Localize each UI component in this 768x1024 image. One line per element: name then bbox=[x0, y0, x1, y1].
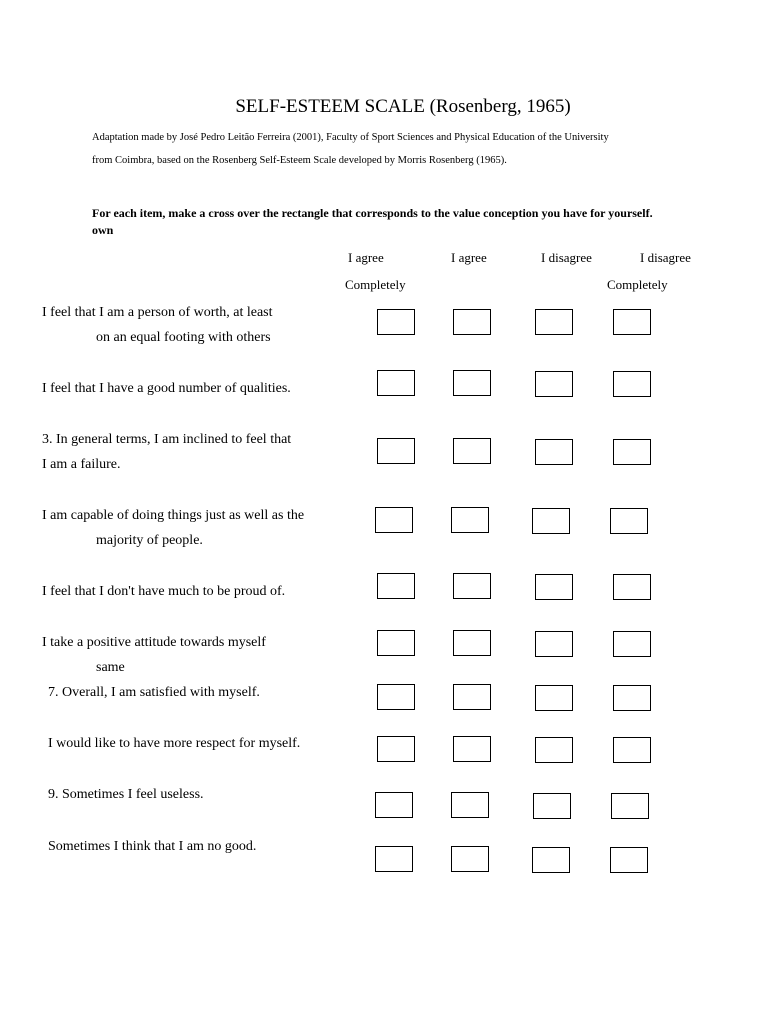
adaptation-note-line-2: from Coimbra, based on the Rosenberg Self-Esteem Scale developed by Morris Rosenberg (1965). bbox=[92, 155, 507, 166]
item-4-box-agree-completely[interactable] bbox=[375, 507, 413, 533]
item-9-box-agree[interactable] bbox=[451, 792, 489, 818]
item-6-box-disagree[interactable] bbox=[535, 631, 573, 657]
item-2-box-disagree-completely[interactable] bbox=[613, 371, 651, 397]
item-6-box-agree[interactable] bbox=[453, 630, 491, 656]
item-10-text: Sometimes I think that I am no good. bbox=[48, 839, 257, 854]
item-10-box-agree[interactable] bbox=[451, 846, 489, 872]
item-5-box-agree[interactable] bbox=[453, 573, 491, 599]
item-7-box-disagree-completely[interactable] bbox=[613, 685, 651, 711]
item-5-box-disagree-completely[interactable] bbox=[613, 574, 651, 600]
item-8-box-agree-completely[interactable] bbox=[377, 736, 415, 762]
item-3-box-disagree-completely[interactable] bbox=[613, 439, 651, 465]
column-header-agree-completely: I agree bbox=[348, 250, 384, 265]
item-8-text: I would like to have more respect for myself. bbox=[48, 736, 301, 751]
column-header-disagree-completely-sub: Completely bbox=[607, 277, 668, 292]
item-3-box-disagree[interactable] bbox=[535, 439, 573, 465]
item-3-box-agree-completely[interactable] bbox=[377, 438, 415, 464]
item-9-box-disagree[interactable] bbox=[533, 793, 571, 819]
column-header-agree-completely-sub: Completely bbox=[345, 277, 406, 292]
item-7-box-agree-completely[interactable] bbox=[377, 684, 415, 710]
item-2-box-agree[interactable] bbox=[453, 370, 491, 396]
item-3-text: 3. In general terms, I am inclined to feel that bbox=[42, 432, 292, 447]
item-1-text-cont: on an equal footing with others bbox=[96, 330, 271, 345]
item-1-box-agree[interactable] bbox=[453, 309, 491, 335]
item-4-box-agree[interactable] bbox=[451, 507, 489, 533]
item-5-box-agree-completely[interactable] bbox=[377, 573, 415, 599]
adaptation-note-line-1: Adaptation made by José Pedro Leitão Ferreira (2001), Faculty of Sport Sciences and Physical Education of the University bbox=[92, 132, 609, 143]
item-1-box-agree-completely[interactable] bbox=[377, 309, 415, 335]
column-header-agree: I agree bbox=[451, 250, 487, 265]
item-1-text: I feel that I am a person of worth, at least bbox=[42, 305, 273, 320]
item-9-box-agree-completely[interactable] bbox=[375, 792, 413, 818]
item-6-box-agree-completely[interactable] bbox=[377, 630, 415, 656]
item-2-box-disagree[interactable] bbox=[535, 371, 573, 397]
item-5-text: I feel that I don't have much to be proud of. bbox=[42, 584, 286, 599]
item-10-box-agree-completely[interactable] bbox=[375, 846, 413, 872]
item-6-text-cont: same bbox=[96, 660, 125, 675]
item-6-box-disagree-completely[interactable] bbox=[613, 631, 651, 657]
item-1-box-disagree-completely[interactable] bbox=[613, 309, 651, 335]
item-4-box-disagree-completely[interactable] bbox=[610, 508, 648, 534]
item-10-box-disagree-completely[interactable] bbox=[610, 847, 648, 873]
item-9-text: 9. Sometimes I feel useless. bbox=[48, 787, 204, 802]
item-2-text: I feel that I have a good number of qualities. bbox=[42, 381, 291, 396]
item-1-box-disagree[interactable] bbox=[535, 309, 573, 335]
column-header-disagree: I disagree bbox=[541, 250, 592, 265]
instructions-line-2: own bbox=[92, 223, 114, 237]
item-10-box-disagree[interactable] bbox=[532, 847, 570, 873]
item-8-box-agree[interactable] bbox=[453, 736, 491, 762]
item-2-box-agree-completely[interactable] bbox=[377, 370, 415, 396]
scale-title: SELF-ESTEEM SCALE (Rosenberg, 1965) bbox=[235, 96, 571, 117]
item-7-box-agree[interactable] bbox=[453, 684, 491, 710]
item-6-text: I take a positive attitude towards myself bbox=[42, 635, 266, 650]
item-7-box-disagree[interactable] bbox=[535, 685, 573, 711]
item-8-box-disagree-completely[interactable] bbox=[613, 737, 651, 763]
item-5-box-disagree[interactable] bbox=[535, 574, 573, 600]
item-4-text-cont: majority of people. bbox=[96, 533, 203, 548]
column-header-disagree-completely: I disagree bbox=[640, 250, 691, 265]
item-9-box-disagree-completely[interactable] bbox=[611, 793, 649, 819]
item-8-box-disagree[interactable] bbox=[535, 737, 573, 763]
item-3-text-cont: I am a failure. bbox=[42, 457, 121, 472]
item-4-box-disagree[interactable] bbox=[532, 508, 570, 534]
item-7-text: 7. Overall, I am satisfied with myself. bbox=[48, 685, 260, 700]
item-4-text: I am capable of doing things just as well as the bbox=[42, 508, 305, 523]
item-3-box-agree[interactable] bbox=[453, 438, 491, 464]
instructions-line-1: For each item, make a cross over the rectangle that corresponds to the value conception you have for yourself. bbox=[92, 206, 653, 220]
